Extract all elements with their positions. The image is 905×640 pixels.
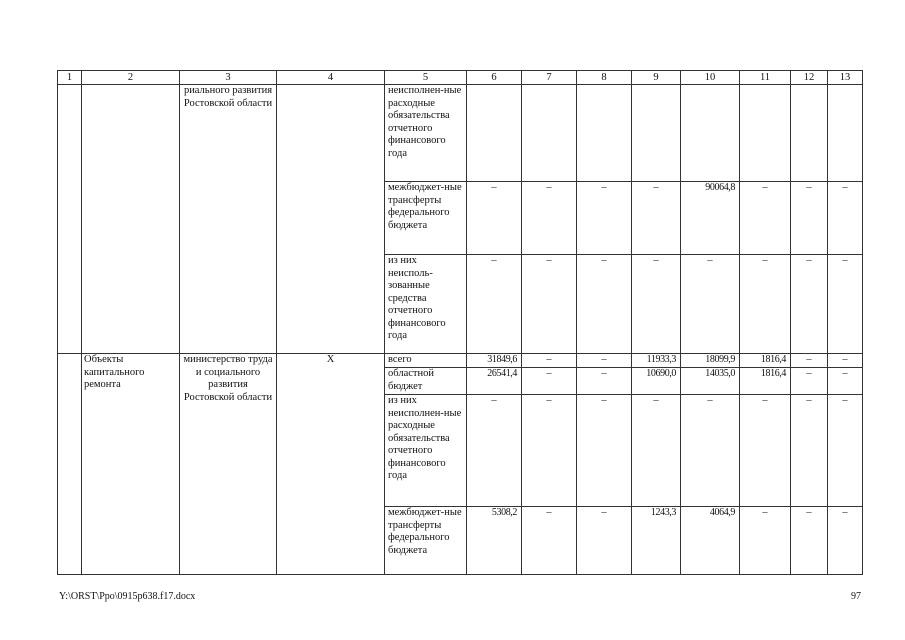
header-cell: 5 bbox=[385, 71, 467, 85]
table-row bbox=[58, 354, 863, 368]
header-cell: 7 bbox=[522, 71, 577, 85]
value-cell: – bbox=[828, 255, 863, 354]
value-cell: – bbox=[577, 395, 632, 507]
header-row bbox=[58, 71, 863, 85]
value-cell: – bbox=[681, 255, 740, 354]
header-cell: 8 bbox=[577, 71, 632, 85]
value-cell: 5308,2 bbox=[467, 507, 522, 575]
table-row bbox=[58, 85, 863, 182]
value-cell: 1816,4 bbox=[740, 354, 791, 368]
header-cell: 10 bbox=[681, 71, 740, 85]
funding-source-cell: областной бюджет bbox=[385, 368, 467, 395]
value-cell: 4064,9 bbox=[681, 507, 740, 575]
header-cell: 13 bbox=[828, 71, 863, 85]
value-cell: – bbox=[828, 182, 863, 255]
value-cell: – bbox=[467, 395, 522, 507]
value-cell: – bbox=[791, 182, 828, 255]
value-cell bbox=[467, 85, 522, 182]
value-cell: – bbox=[681, 395, 740, 507]
funding-source-cell: межбюджет-ные трансферты федерального бюджета bbox=[385, 182, 467, 255]
header-cell: 6 bbox=[467, 71, 522, 85]
value-cell: 10690,0 bbox=[632, 368, 681, 395]
value-cell: – bbox=[577, 354, 632, 368]
value-cell: 18099,9 bbox=[681, 354, 740, 368]
value-cell: – bbox=[467, 182, 522, 255]
value-cell: – bbox=[467, 255, 522, 354]
value-cell: – bbox=[828, 507, 863, 575]
value-cell bbox=[632, 85, 681, 182]
header-cell: 9 bbox=[632, 71, 681, 85]
value-cell: – bbox=[791, 255, 828, 354]
header-cell: 3 bbox=[180, 71, 277, 85]
value-cell bbox=[681, 85, 740, 182]
value-cell: – bbox=[740, 395, 791, 507]
value-cell: – bbox=[522, 182, 577, 255]
responsible-executor-cell: риального развития Ростовской области bbox=[180, 85, 277, 354]
value-cell bbox=[791, 85, 828, 182]
value-cell: – bbox=[828, 395, 863, 507]
value-cell: 90064,8 bbox=[681, 182, 740, 255]
table-cell bbox=[58, 354, 82, 575]
value-cell: – bbox=[632, 182, 681, 255]
header-cell: 12 bbox=[791, 71, 828, 85]
value-cell: – bbox=[791, 395, 828, 507]
header-cell: 11 bbox=[740, 71, 791, 85]
marker-cell: Х bbox=[277, 354, 385, 575]
value-cell: 1816,4 bbox=[740, 368, 791, 395]
footer-file-path: Y:\ORST\Ppo\0915p638.f17.docx bbox=[59, 591, 196, 602]
value-cell: – bbox=[522, 395, 577, 507]
value-cell: – bbox=[577, 507, 632, 575]
value-cell: – bbox=[740, 255, 791, 354]
value-cell bbox=[522, 85, 577, 182]
value-cell bbox=[828, 85, 863, 182]
value-cell: 14035,0 bbox=[681, 368, 740, 395]
value-cell: – bbox=[522, 255, 577, 354]
budget-table bbox=[57, 70, 863, 575]
footer-page-number: 97 bbox=[851, 591, 861, 602]
value-cell: 11933,3 bbox=[632, 354, 681, 368]
value-cell: 1243,3 bbox=[632, 507, 681, 575]
value-cell: – bbox=[740, 182, 791, 255]
value-cell: – bbox=[632, 255, 681, 354]
value-cell: – bbox=[632, 395, 681, 507]
funding-source-cell: неисполнен-ные расходные обязательства отчетного финансового года bbox=[385, 85, 467, 182]
object-name-cell: Объекты капитального ремонта bbox=[82, 354, 180, 575]
value-cell: – bbox=[791, 354, 828, 368]
table-cell bbox=[58, 85, 82, 354]
header-cell: 1 bbox=[58, 71, 82, 85]
value-cell bbox=[577, 85, 632, 182]
funding-source-cell: всего bbox=[385, 354, 467, 368]
header-cell: 2 bbox=[82, 71, 180, 85]
value-cell: – bbox=[828, 368, 863, 395]
value-cell: – bbox=[577, 368, 632, 395]
funding-source-cell: межбюджет-ные трансферты федерального бюджета bbox=[385, 507, 467, 575]
value-cell: – bbox=[577, 255, 632, 354]
value-cell: – bbox=[522, 354, 577, 368]
value-cell bbox=[740, 85, 791, 182]
funding-source-cell: из них неисполнен-ные расходные обязательства отчетного финансового года bbox=[385, 395, 467, 507]
value-cell: – bbox=[828, 354, 863, 368]
header-cell: 4 bbox=[277, 71, 385, 85]
value-cell: 26541,4 bbox=[467, 368, 522, 395]
value-cell: – bbox=[577, 182, 632, 255]
value-cell: – bbox=[522, 507, 577, 575]
value-cell: – bbox=[791, 507, 828, 575]
table-cell bbox=[277, 85, 385, 354]
funding-source-cell: из них неисполь-зованные средства отчетного финансового года bbox=[385, 255, 467, 354]
value-cell: – bbox=[522, 368, 577, 395]
value-cell: – bbox=[740, 507, 791, 575]
value-cell: 31849,6 bbox=[467, 354, 522, 368]
value-cell: – bbox=[791, 368, 828, 395]
table-cell bbox=[82, 85, 180, 354]
responsible-executor-cell: министерство труда и социального развития Ростовской области bbox=[180, 354, 277, 575]
